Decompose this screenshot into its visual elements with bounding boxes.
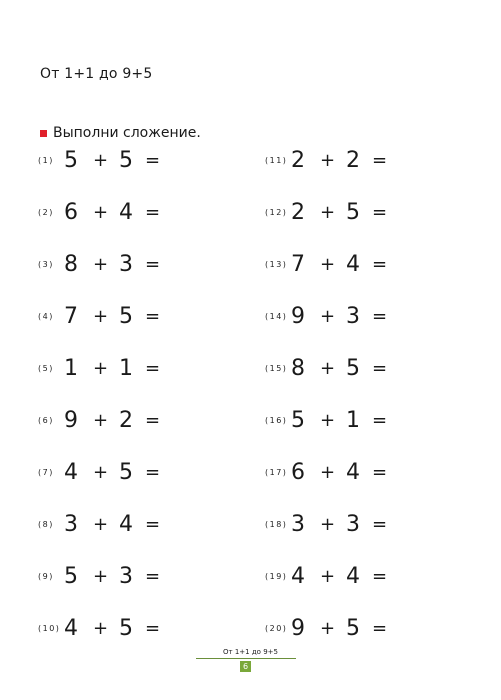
equals-sign: = (145, 462, 161, 483)
equals-sign: = (145, 410, 161, 431)
plus-sign: + (320, 514, 336, 535)
second-addend: 2 (346, 148, 360, 173)
first-addend: 2 (291, 148, 305, 173)
second-addend: 5 (119, 148, 133, 173)
problem-number: (11) (265, 156, 288, 165)
equals-sign: = (372, 462, 388, 483)
equals-sign: = (372, 514, 388, 535)
second-addend: 5 (119, 304, 133, 329)
first-addend: 4 (64, 460, 78, 485)
second-addend: 4 (346, 252, 360, 277)
problem-number: (2) (38, 208, 54, 217)
page-number: 6 (240, 661, 251, 672)
problem-row (265, 250, 465, 280)
problem-row (38, 562, 238, 592)
problem-row (38, 146, 238, 176)
first-addend: 5 (64, 564, 78, 589)
first-addend: 5 (64, 148, 78, 173)
second-addend: 3 (346, 304, 360, 329)
problem-row (265, 614, 465, 644)
problem-row (38, 302, 238, 332)
problem-row (38, 250, 238, 280)
problem-number: (9) (38, 572, 54, 581)
first-addend: 3 (64, 512, 78, 537)
instruction-text: Выполни сложение. (53, 125, 201, 141)
problem-row (265, 198, 465, 228)
first-addend: 8 (291, 356, 305, 381)
plus-sign: + (320, 358, 336, 379)
second-addend: 4 (119, 512, 133, 537)
problem-row (38, 510, 238, 540)
problem-number: (4) (38, 312, 54, 321)
equals-sign: = (372, 358, 388, 379)
problem-row (265, 562, 465, 592)
equals-sign: = (372, 150, 388, 171)
equals-sign: = (145, 566, 161, 587)
first-addend: 7 (291, 252, 305, 277)
plus-sign: + (93, 462, 109, 483)
problem-number: (10) (38, 624, 61, 633)
plus-sign: + (93, 410, 109, 431)
equals-sign: = (145, 150, 161, 171)
problem-number: (17) (265, 468, 288, 477)
problem-row (38, 198, 238, 228)
first-addend: 4 (291, 564, 305, 589)
first-addend: 7 (64, 304, 78, 329)
problem-row (265, 510, 465, 540)
equals-sign: = (372, 566, 388, 587)
first-addend: 9 (64, 408, 78, 433)
instruction (40, 125, 201, 141)
problem-number: (12) (265, 208, 288, 217)
plus-sign: + (93, 618, 109, 639)
second-addend: 1 (346, 408, 360, 433)
second-addend: 5 (346, 616, 360, 641)
second-addend: 5 (346, 356, 360, 381)
page-title: От 1+1 до 9+5 (40, 66, 153, 82)
problem-number: (8) (38, 520, 54, 529)
first-addend: 9 (291, 616, 305, 641)
plus-sign: + (320, 566, 336, 587)
plus-sign: + (320, 202, 336, 223)
problem-number: (7) (38, 468, 54, 477)
problem-row (265, 354, 465, 384)
problem-row (38, 406, 238, 436)
problem-number: (18) (265, 520, 288, 529)
first-addend: 2 (291, 200, 305, 225)
problem-row (38, 458, 238, 488)
equals-sign: = (145, 202, 161, 223)
problem-number: (3) (38, 260, 54, 269)
plus-sign: + (93, 358, 109, 379)
second-addend: 5 (119, 460, 133, 485)
equals-sign: = (372, 410, 388, 431)
problem-number: (6) (38, 416, 54, 425)
plus-sign: + (320, 150, 336, 171)
second-addend: 2 (119, 408, 133, 433)
problem-number: (19) (265, 572, 288, 581)
equals-sign: = (372, 306, 388, 327)
plus-sign: + (320, 410, 336, 431)
equals-sign: = (372, 618, 388, 639)
problem-number: (13) (265, 260, 288, 269)
first-addend: 6 (64, 200, 78, 225)
first-addend: 4 (64, 616, 78, 641)
square-bullet-icon (40, 130, 47, 137)
plus-sign: + (93, 202, 109, 223)
first-addend: 1 (64, 356, 78, 381)
second-addend: 5 (119, 616, 133, 641)
first-addend: 6 (291, 460, 305, 485)
first-addend: 3 (291, 512, 305, 537)
plus-sign: + (320, 618, 336, 639)
problem-row (265, 406, 465, 436)
equals-sign: = (145, 306, 161, 327)
problem-row (265, 458, 465, 488)
first-addend: 9 (291, 304, 305, 329)
second-addend: 1 (119, 356, 133, 381)
second-addend: 4 (346, 564, 360, 589)
footer-divider (196, 658, 296, 659)
problem-number: (1) (38, 156, 54, 165)
problem-number: (15) (265, 364, 288, 373)
second-addend: 4 (119, 200, 133, 225)
problem-row (265, 302, 465, 332)
second-addend: 4 (346, 460, 360, 485)
plus-sign: + (93, 566, 109, 587)
plus-sign: + (320, 306, 336, 327)
plus-sign: + (93, 306, 109, 327)
first-addend: 8 (64, 252, 78, 277)
plus-sign: + (320, 254, 336, 275)
equals-sign: = (372, 254, 388, 275)
second-addend: 3 (346, 512, 360, 537)
second-addend: 3 (119, 252, 133, 277)
problem-row (38, 614, 238, 644)
footer-title: От 1+1 до 9+5 (223, 648, 278, 656)
first-addend: 5 (291, 408, 305, 433)
problem-number: (16) (265, 416, 288, 425)
equals-sign: = (145, 618, 161, 639)
problem-number: (20) (265, 624, 288, 633)
plus-sign: + (93, 150, 109, 171)
second-addend: 3 (119, 564, 133, 589)
second-addend: 5 (346, 200, 360, 225)
equals-sign: = (145, 254, 161, 275)
plus-sign: + (93, 254, 109, 275)
equals-sign: = (145, 358, 161, 379)
plus-sign: + (93, 514, 109, 535)
problem-number: (5) (38, 364, 54, 373)
problem-row (38, 354, 238, 384)
equals-sign: = (372, 202, 388, 223)
problem-row (265, 146, 465, 176)
equals-sign: = (145, 514, 161, 535)
problem-number: (14) (265, 312, 288, 321)
plus-sign: + (320, 462, 336, 483)
